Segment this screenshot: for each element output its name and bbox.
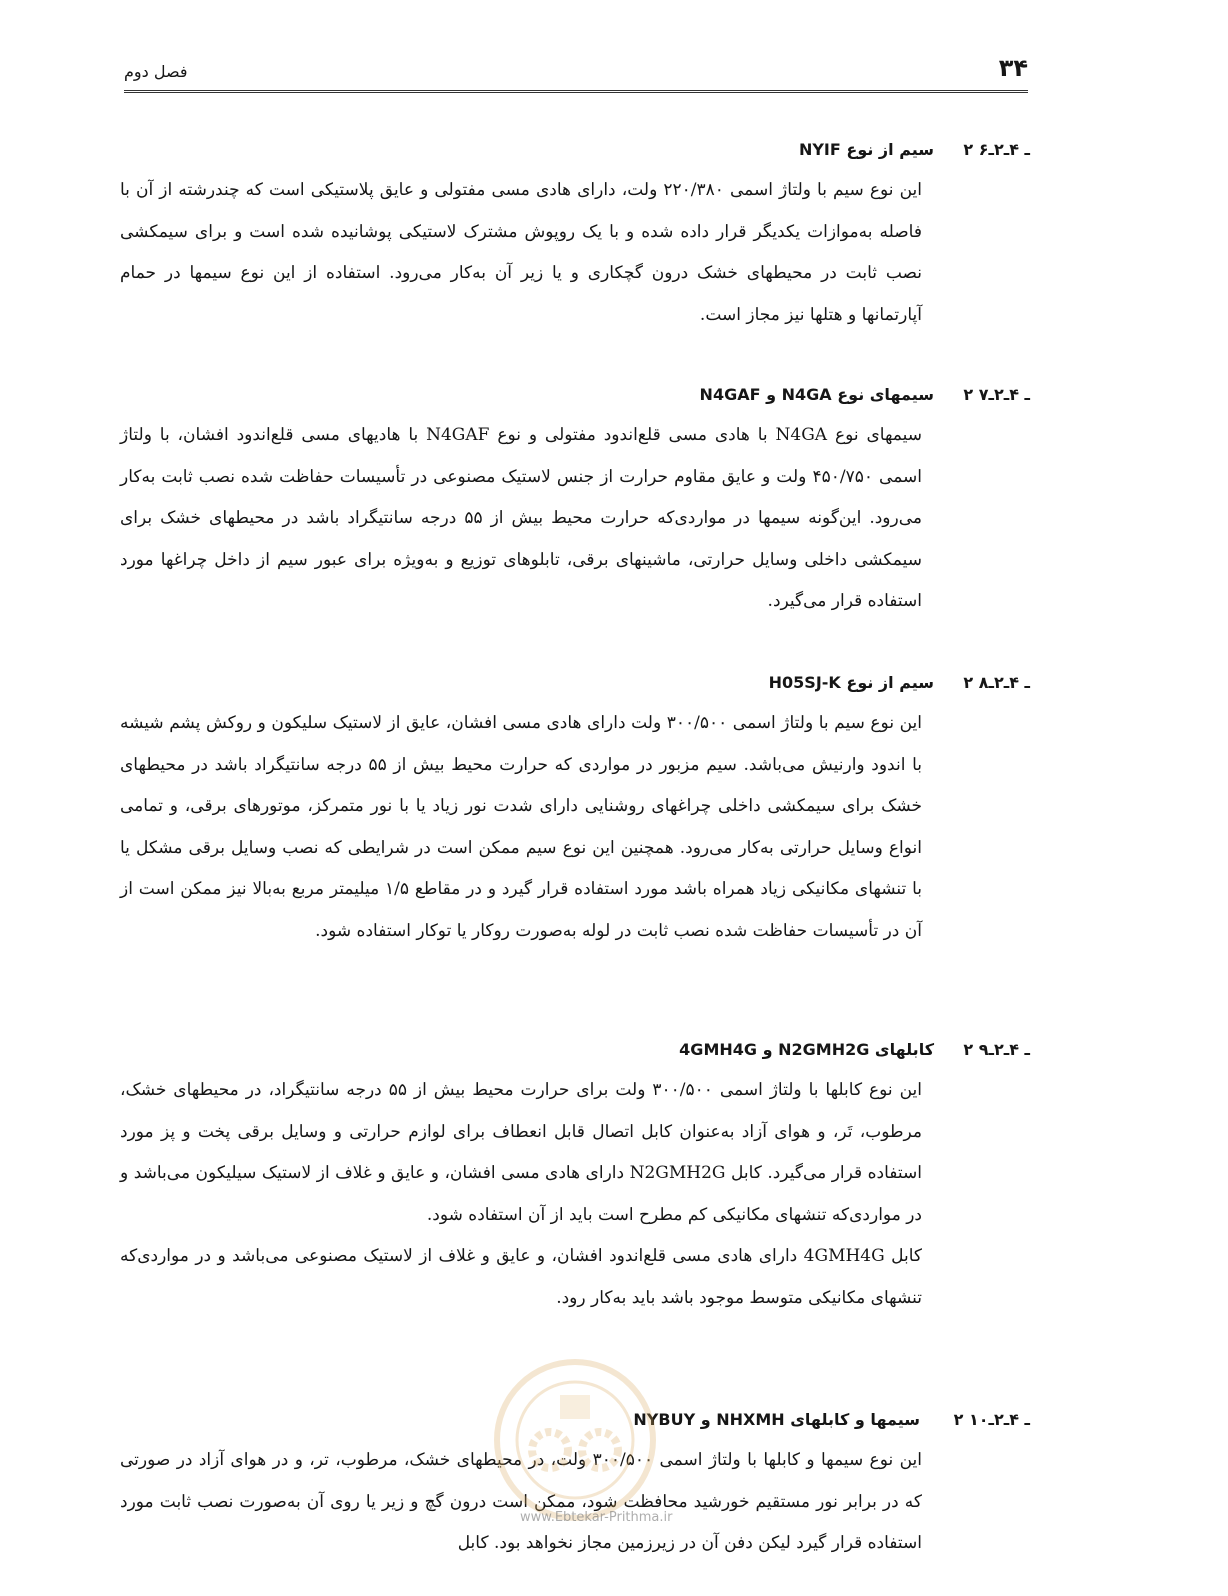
paragraph: این نوع سیم با ولتاژ اسمی ۳۰۰/۵۰۰ ولت دارای هادی مسی افشان، عایق از لاستیک سلیکون و روکش پشم شیشه با اندود وارنیش می‌باشد. سیم مزبور در مواردی که حرارت محیط بیش از ۵۵ درجه سانتیگراد باشد در محیطهای خشک برای سیمکشی داخلی چراغهای روشنایی دارای شدت نور زیاد یا با نور متمرکز، موتورهای برقی، و تمامی انواع وسایل حرارتی به‌کار می‌رود. همچنین این نوع سیم ممکن است در شرایطی که نصب وسایل برقی مشکل یا با تنشهای مکانیکی زیاد همراه باشد مورد استفاده قرار گیرد و در مقاطع ۱/۵ میلیمتر مربع به‌بالا نیز ممکن است از آن در تأسیسات حفاظت شده نصب ثابت در لوله به‌صورت روکار یا توکار استفاده شود. <box>120 713 922 941</box>
section-number: ۲ ـ ۴ـ۲ـ۹ <box>963 1040 1030 1059</box>
section-heading <box>120 673 1030 703</box>
section-heading <box>120 140 1030 170</box>
section-title: سیم از نوع NYIF <box>798 140 934 159</box>
watermark-url: www.Ebtekar-Prithma.ir <box>520 1510 673 1525</box>
paragraph: این نوع کابلها با ولتاژ اسمی ۳۰۰/۵۰۰ ولت برای حرارت محیط بیش از ۵۵ درجه سانتیگراد، در محیطهای خشک، مرطوب، تَر، و هوای آزاد به‌عنوان کابل اتصال قابل انعطاف برای لوازم حرارتی و وسایل برقی پخت و پز مورد استفاده قرار می‌گیرد. کابل N2GMH2G دارای هادی مسی افشان، و عایق و غلاف از لاستیک سیلیکون می‌باشد و در مواردی‌که تنشهای مکانیکی کم مطرح است باید از آن استفاده شود. <box>120 1080 922 1225</box>
section-number: ۲ ـ ۴ـ۲ـ۷ <box>963 385 1030 404</box>
page-number: ۳۴ <box>998 54 1028 82</box>
page-header <box>124 52 1028 93</box>
paragraph: این نوع سیم با ولتاژ اسمی ۲۲۰/۳۸۰ ولت، دارای هادی مسی مفتولی و عایق پلاستیکی است که چندرشته از آن با فاصله به‌موازات یکدیگر قرار داده شده و با یک روپوش مشترک لاستیکی پوشانیده شده است و برای سیمکشی نصب ثابت در محیطهای خشک درون گچکاری و یا زیر آن به‌کار می‌رود. استفاده از این نوع سیمها در حمام آپارتمانها و هتلها نیز مجاز است. <box>120 180 922 325</box>
section-2-4-2-8 <box>120 673 1030 952</box>
section-title: سیم از نوع H05SJ-K <box>768 673 934 692</box>
section-number: ۲ ـ ۴ـ۲ـ۱۰ <box>953 1410 1030 1429</box>
section-title: کابلهای N2GMH2G و 4GMH4G <box>679 1040 934 1059</box>
section-number: ۲ ـ ۴ـ۲ـ۸ <box>963 673 1030 692</box>
section-2-4-2-9 <box>120 1040 1030 1319</box>
watermark-logo-icon <box>490 1355 660 1525</box>
section-2-4-2-7 <box>120 385 1030 623</box>
section-title: سیمهای نوع N4GA و N4GAF <box>699 385 934 404</box>
section-2-4-2-6 <box>120 140 1030 336</box>
paragraph: کابل 4GMH4G دارای هادی مسی قلع‌اندود افشان، و عایق و غلاف از لاستیک مصنوعی می‌باشد و در مواردی‌که تنشهای مکانیکی متوسط موجود باشد باید به‌کار رود. <box>120 1246 922 1308</box>
chapter-title: فصل دوم <box>124 62 188 81</box>
section-heading <box>120 1040 1030 1070</box>
paragraph: سیمهای نوع N4GA با هادی مسی قلع‌اندود مفتولی و نوع N4GAF با هادیهای مسی قلع‌اندود افشان، با ولتاژ اسمی ۴۵۰/۷۵۰ ولت و عایق مقاوم حرارت از جنس لاستیک مصنوعی در تأسیسات حفاظت شده نصب ثابت به‌کار می‌رود. این‌گونه سیمها در مواردی‌که حرارت محیط بیش از ۵۵ درجه سانتیگراد باشد در محیطهای خشک برای سیمکشی داخلی وسایل حرارتی، ماشینهای برقی، تابلوهای توزیع و به‌ویژه برای عبور سیم از داخل چراغها مورد استفاده قرار می‌گیرد. <box>120 425 922 611</box>
section-title: سیمها و کابلهای NHXMH و NYBUY <box>633 1410 920 1429</box>
section-heading <box>120 385 1030 415</box>
section-number: ۲ ـ ۴ـ۲ـ۶ <box>963 140 1030 159</box>
paragraph: این نوع سیمها و کابلها با ولتاژ اسمی ۳۰۰/۵۰۰ ولت، در محیطهای خشک، مرطوب، تر، و در هوای آزاد در صورتی که در برابر نور مستقیم خورشید محافظت شود، ممکن است درون گچ و زیر یا روی آن به‌صورت نصب ثابت مورد استفاده قرار گیرد لیکن دفن آن در زیرزمین مجاز نخواهد بود. کابل <box>120 1450 922 1553</box>
